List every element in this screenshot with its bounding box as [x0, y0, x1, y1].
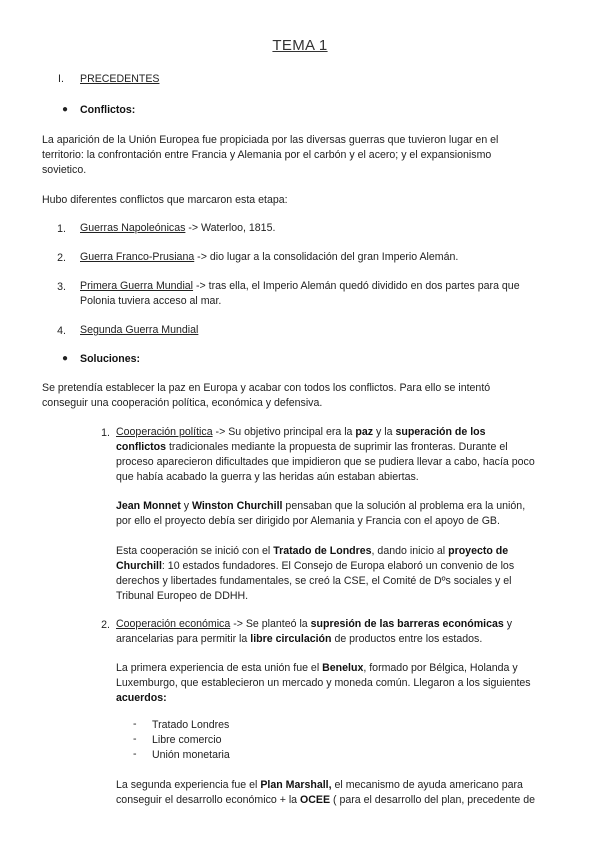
conflictos-intro: La aparición de la Unión Europea fue propiciada por las diversas guerras que tuvieron lugar en el territorio: la confrontación entre Francia y Alemania por el carbón y el acero; y el expansionismo sovietico. — [42, 134, 499, 176]
politica-paragraph: Cooperación política -> Su objetivo principal era la paz y la superación de los conflictos tradicionales mediante la propuesta de suprimir las fronteras. Durante el proceso aparecieron dificultades que impidieron que se pudiera llevar a cabo, hacía poco que había acabado la guerra y las heridas aún estaban abiertas. — [116, 426, 535, 483]
list-item-number: 2. — [101, 619, 110, 631]
bullet-icon: ● — [62, 353, 69, 364]
list-item-number: 1. — [101, 427, 110, 439]
list-item: Unión monetaria — [152, 749, 230, 761]
list-item: Guerra Franco-Prusiana -> dio lugar a la consolidación del gran Imperio Alemán. — [80, 251, 459, 263]
economica-paragraph: Cooperación económica -> Se planteó la supresión de las barreras económicas y arancelarias para permitir la libre circulación de productos entre los estados. — [116, 618, 513, 645]
soluciones-intro: Se pretendía establecer la paz en Europa y acabar con todos los conflictos. Para ello se intentó conseguir una cooperación política, económica y defensiva. — [42, 382, 491, 409]
dash-bullet: - — [133, 748, 137, 760]
politica-paragraph-3: Esta cooperación se inició con el Tratado de Londres, dando inicio al proyecto de Churchill: 10 estados fundadores. El Consejo de Europa elaboró un convenio de los derechos y libertades fundamentales, se creó la CSE, el Comité de Dºs sociales y el Tribunal Europeo de DDHH. — [116, 545, 515, 602]
list-item: Guerras Napoleónicas -> Waterloo, 1815. — [80, 222, 276, 234]
soluciones-heading: Soluciones: — [80, 353, 141, 365]
list-item: Segunda Guerra Mundial — [80, 324, 199, 336]
section-heading: PRECEDENTES — [80, 73, 160, 85]
list-item: Libre comercio — [152, 734, 222, 746]
dash-bullet: - — [133, 733, 137, 745]
list-item: Primera Guerra Mundial -> tras ella, el Imperio Alemán quedó dividido en dos partes para que Polonia tuviera acceso al mar. — [80, 280, 520, 307]
list-item-number: 4. — [57, 325, 66, 337]
conflictos-lead: Hubo diferentes conflictos que marcaron esta etapa: — [42, 194, 288, 206]
bullet-icon: ● — [62, 104, 69, 115]
politica-paragraph-2: Jean Monnet y Winston Churchill pensaban que la solución al problema era la unión, por ello el proyecto debía ser dirigido por Alemania y Francia con el apoyo de GB. — [116, 500, 526, 527]
economica-paragraph-3: La segunda experiencia fue el Plan Marshall, el mecanismo de ayuda americano para conseguir el desarrollo económico + la OCEE ( para el desarrollo del plan, precedente de — [116, 779, 536, 806]
list-item-number: 3. — [57, 281, 66, 293]
list-item-number: 1. — [57, 223, 66, 235]
economica-paragraph-2: La primera experiencia de esta unión fue el Benelux, formado por Bélgica, Holanda y Luxemburgo, que establecieron un mercado y moneda común. Llegaron a los siguientes acuerdos: — [116, 662, 531, 704]
section-numeral: I. — [58, 73, 64, 85]
list-item-number: 2. — [57, 252, 66, 264]
page-title: TEMA 1 — [272, 37, 328, 54]
dash-bullet: - — [133, 718, 137, 730]
conflictos-heading: Conflictos: — [80, 104, 136, 116]
list-item: Tratado Londres — [152, 719, 230, 731]
